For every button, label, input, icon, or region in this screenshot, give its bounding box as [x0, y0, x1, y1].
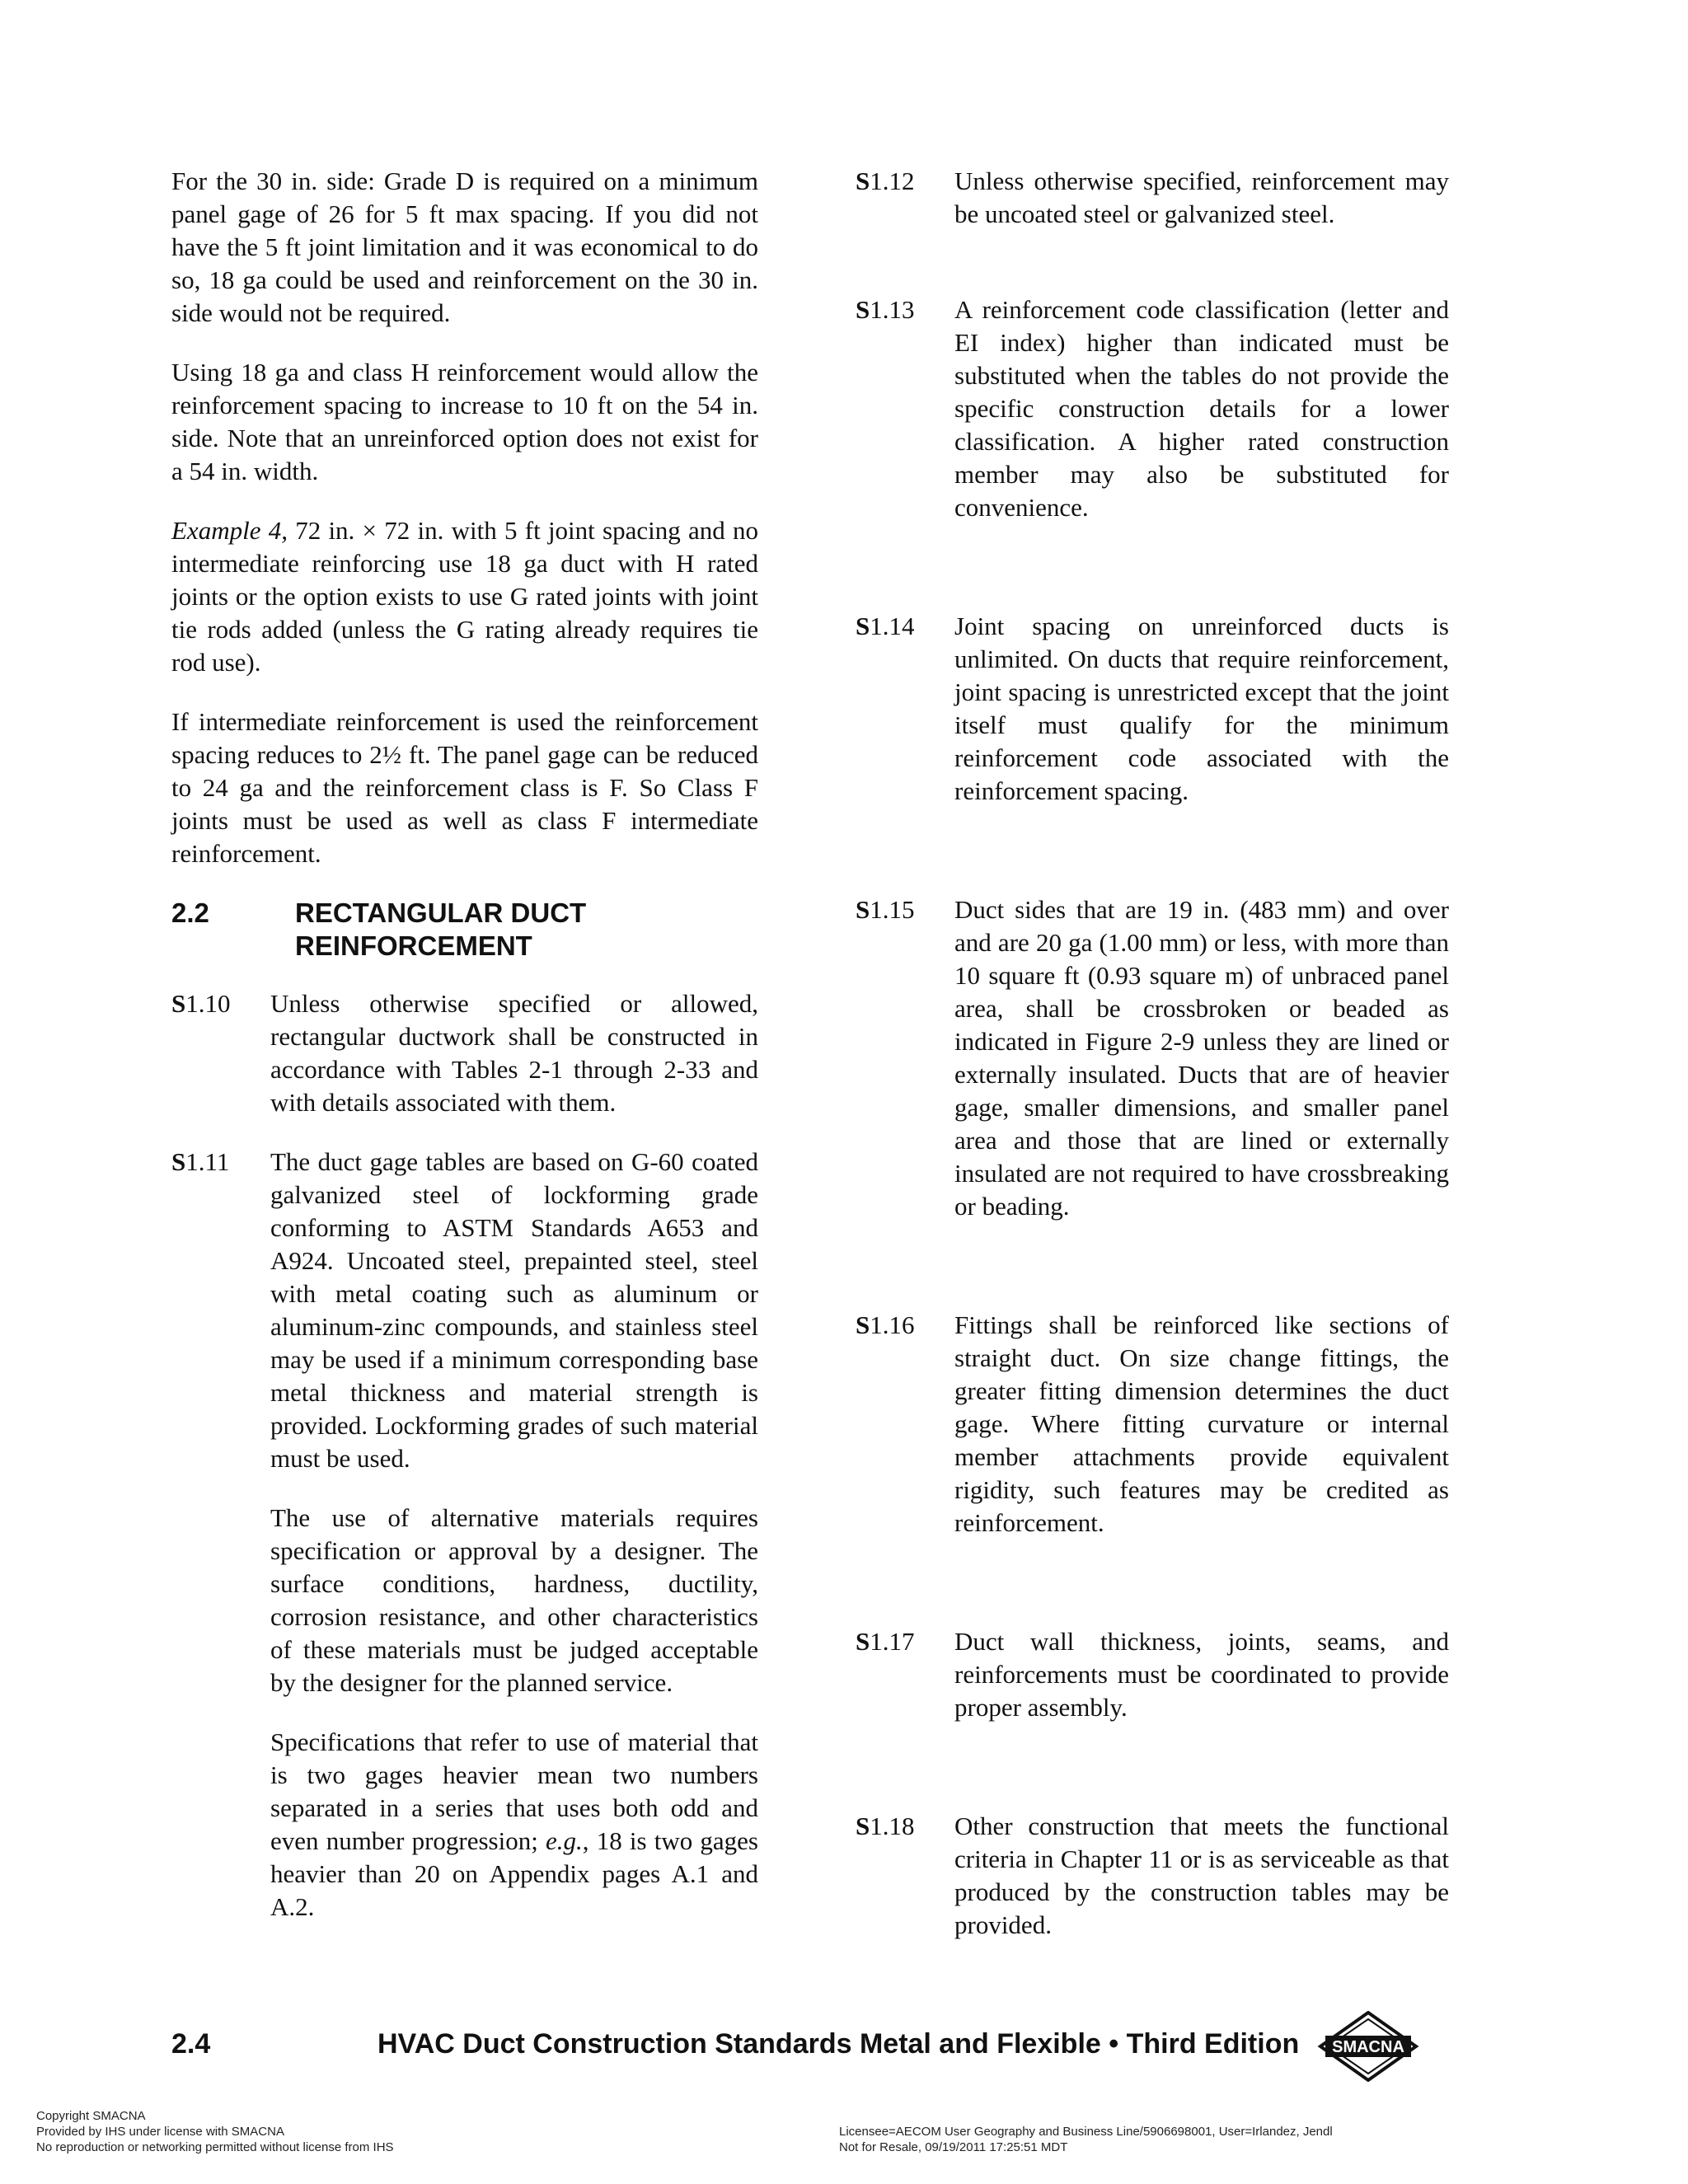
spec-item-s1-18 [856, 1810, 1449, 1968]
spec-paragraph: Other construction that meets the functional criteria in Chapter 11 or is as serviceable as that produced by the construction tables may be provided. [954, 1811, 1449, 1939]
spec-paragraph: A reinforcement code classification (letter and EI index) higher than indicated must be substituted when the tables do not provide the specific construction details for a lower classification. A higher rated construction member may also be substituted for convenience. [954, 295, 1449, 522]
section-title-line2: REINFORCEMENT [295, 930, 532, 961]
paragraph-intermediate-reinforcement: If intermediate reinforcement is used the reinforcement spacing reduces to 2½ ft. The panel gage can be reduced to 24 ga and the reinforcement class is F. So Class F joints must be used as well as class F intermediate reinforcement. [171, 707, 758, 868]
spec-item-s1-11 [171, 1146, 758, 1950]
footer-title: HVAC Duct Construction Standards Metal and Flexible • Third Edition [377, 2027, 1300, 2060]
spec-item-s1-17 [856, 1625, 1449, 1750]
spec-paragraph: Unless otherwise specified or allowed, rectangular ductwork shall be constructed in accordance with Tables 2-1 through 2-33 and with details associated with them. [270, 989, 758, 1117]
spec-paragraph: Specifications that refer to use of material that is two gages heavier mean two numbers separated in a series that uses both odd and even number progression; e.g., 18 is two gages heavier than 20 on Appendix pages A.1 and A.2. [270, 1727, 758, 1921]
spec-paragraph: Duct sides that are 19 in. (483 mm) and over and are 20 ga (1.00 mm) or less, with more than 10 square ft (0.93 square m) of unbraced panel area, shall be crossbroken or beaded as indicated in Figure 2-9 unless they are lined or externally insulated. Ducts that are of heavier gage, smaller dimensions, and smaller panel area and those that are lined or externally insulated are not required to have crossbreaking or beading. [954, 895, 1449, 1221]
spec-item-s1-10 [171, 987, 758, 1146]
spec-label: S1.10 [171, 989, 231, 1018]
spec-item-s1-12 [856, 165, 1449, 257]
spec-label: S1.12 [856, 166, 915, 195]
spec-item-s1-15 [856, 893, 1449, 1249]
license-notice: Licensee=AECOM User Geography and Business Line/5906698001, User=Irlandez, Jendl Not for Resale, 09/19/2011 17:25:51 MDT [839, 2125, 1333, 2154]
spec-paragraph: The use of alternative materials requires specification or approval by a designer. The surface conditions, hardness, ductility, corrosion resistance, and other characteristics of these materials must be judged acceptable by the designer for the planned service. [270, 1503, 758, 1697]
spec-label: S1.13 [856, 295, 915, 324]
copyright-notice: Copyright SMACNA Provided by IHS under license with SMACNA No reproduction or networking permitted without license from IHS [36, 2109, 394, 2154]
spec-paragraph: Fittings shall be reinforced like sections of straight duct. On size change fittings, the greater fitting dimension determines the duct gage. Where fitting curvature or internal member attachments provide equivalent rigidity, such features may be credited as reinforcement. [954, 1310, 1449, 1537]
section-number: 2.2 [171, 898, 209, 928]
spec-label: S1.17 [856, 1627, 915, 1656]
spec-item-s1-16 [856, 1309, 1449, 1566]
left-column [171, 165, 758, 1950]
example-4-label: Example 4, [171, 516, 288, 545]
spec-label: S1.11 [171, 1147, 230, 1176]
spec-paragraph: Unless otherwise specified, reinforcement may be uncoated steel or galvanized steel. [954, 166, 1449, 228]
spec-paragraph: The duct gage tables are based on G-60 coated galvanized steel of lockforming grade conforming to ASTM Standards A653 and A924. Uncoated steel, prepainted steel, steel with metal coating such as aluminum or aluminum-zinc compounds, and stainless steel may be used if a minimum corresponding base metal thickness and material strength is provided. Lockforming grades of such material must be used. [270, 1147, 758, 1473]
section-heading [171, 897, 758, 963]
page-footer [171, 2026, 1367, 2062]
spec-text [270, 987, 758, 1146]
spec-item-s1-14 [856, 610, 1449, 834]
page-number: 2.4 [171, 2027, 211, 2060]
smacna-logo-icon [1317, 2011, 1419, 2082]
spec-label: S1.15 [856, 895, 915, 924]
section-title [295, 897, 586, 963]
spec-label: S1.14 [856, 612, 915, 640]
right-column [856, 165, 1449, 1968]
spec-text [270, 1146, 758, 1950]
svg-text:SMACNA: SMACNA [1332, 2038, 1404, 2056]
spec-label: S1.16 [856, 1310, 915, 1339]
example-4-text: 72 in. × 72 in. with 5 ft joint spacing and no intermediate reinforcing use 18 ga duct with H rated joints or the option exists to use G rated joints with joint tie rods added (unless the G rating already requires tie rod use). [171, 516, 758, 677]
spec-item-s1-13 [856, 293, 1449, 551]
paragraph-30in-side: For the 30 in. side: Grade D is required on a minimum panel gage of 26 for 5 ft max spacing. If you did not have the 5 ft joint limitation and it was economical to do so, 18 ga could be used and reinforcement on the 30 in. side would not be required. [171, 166, 758, 327]
spec-paragraph: Duct wall thickness, joints, seams, and reinforcements must be coordinated to provide proper assembly. [954, 1627, 1449, 1722]
section-title-line1: RECTANGULAR DUCT [295, 898, 587, 928]
paragraph-18ga-class-h: Using 18 ga and class H reinforcement would allow the reinforcement spacing to increase to 10 ft on the 54 in. side. Note that an unreinforced option does not exist for a 54 in. width. [171, 358, 758, 485]
spec-paragraph: Joint spacing on unreinforced ducts is unlimited. On ducts that require reinforcement, joint spacing is unrestricted except that the joint itself must qualify for the minimum reinforcement code associated with the reinforcement spacing. [954, 612, 1449, 805]
paragraph-example-4 [171, 514, 758, 679]
spec-label: S1.18 [856, 1811, 915, 1840]
